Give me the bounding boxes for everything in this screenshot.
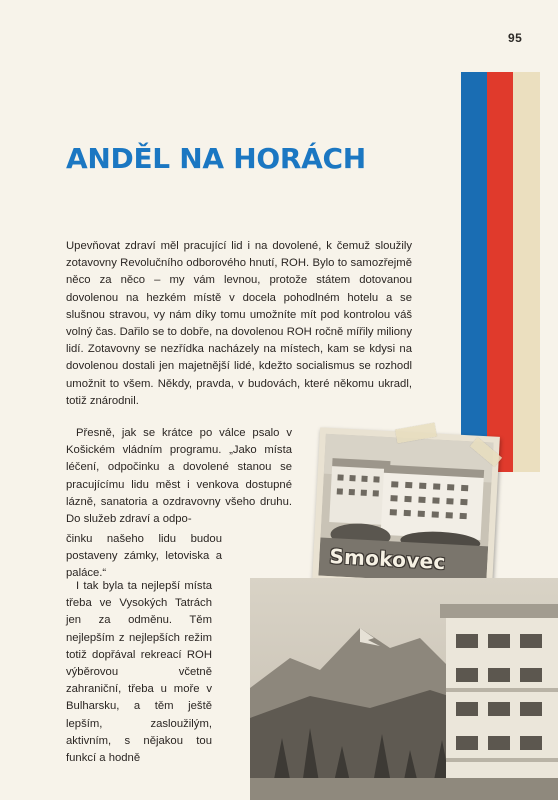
chapter-title: ANDĚL NA HORÁCH	[66, 142, 366, 175]
tatra-hotel-photo-image	[250, 578, 558, 800]
flag-stripe-blue	[461, 72, 487, 472]
flag-stripe-cream	[513, 72, 540, 472]
paragraph-2-tail-text: činku našeho lidu budou postaveny zámky, letoviska a paláce.“	[66, 533, 222, 580]
paragraph-1-text: Upevňovat zdraví měl pracující lid i na dovolené, k čemuž sloužily zotavovny Revolučního odborového hnutí, ROH. Bylo to samozřejmě něco za něco – my vám levnou, protože státem dotovanou dovolenou na hezkém místě v docela pohodlném hotelu a se slušnou stravou, vy nám díky tomu umožníte mít pod kontrolou váš volný čas. Dařilo se to dobře, na dovolenou ROH ročně mířily miliony lidí. Zotavovny se nezřídka nacházely na místech, kam se kdysi na dovolenou dostali jen majetnější lidé, kdežto socialismus se rozhodl umožnit to všem. Někdy, pravda, v budovách, které někomu ukradl, totiž znárodnil.	[66, 240, 412, 407]
paragraph-3	[66, 578, 212, 767]
page-number: 95	[508, 31, 523, 45]
flag-stripe-red	[487, 72, 513, 472]
tatra-hotel-photo	[250, 578, 558, 800]
smokovec-photo	[312, 427, 500, 590]
paragraph-2	[66, 425, 292, 528]
paragraph-2-text: Přesně, jak se krátce po válce psalo v Košickém vládním programu. „Jako místa léčení, odpočinku a dovolené stanou se pracujícímu lidu měst i venkova dostupné lázně, sanatoria a ozdravovny všeho druhu. Do služeb zdraví a odpo-	[66, 427, 292, 526]
paragraph-3-text: I tak byla ta nejlepší místa třeba ve Vysokých Tatrách jen za odměnu. Těm nejlepším z nejlepších režim totiž dopřával rekreací ROH výběrovou včetně zahraniční, třeba u moře v Bulharsku, a těm ještě lepším, zasloužilým, aktivním, s nějakou tou funkcí a hodně	[66, 580, 212, 765]
paragraph-2-tail	[66, 531, 222, 583]
paragraph-1	[66, 238, 412, 410]
smokovec-caption: Smokovec	[328, 544, 447, 575]
